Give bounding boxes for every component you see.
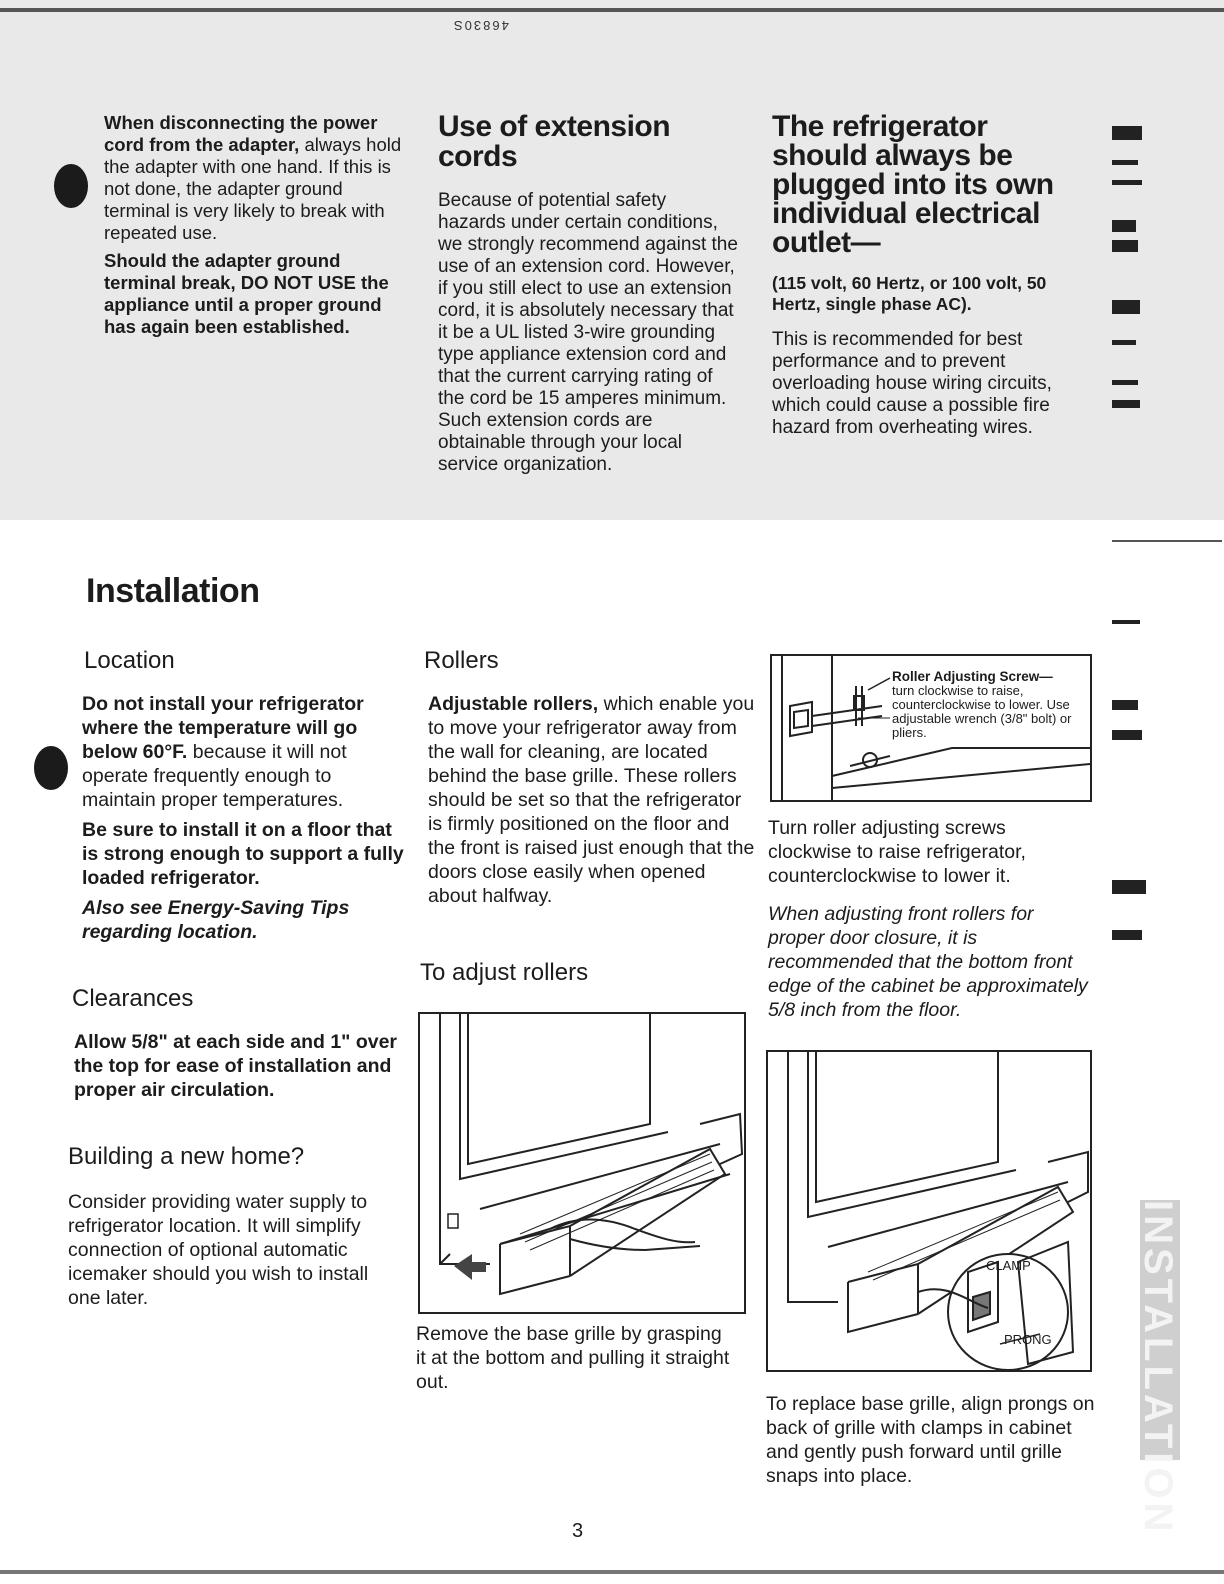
- page-number: 3: [572, 1520, 584, 1542]
- remove-grille-illustration: [420, 1014, 744, 1312]
- rollers-heading: Rollers: [424, 647, 499, 674]
- index-mark: [1112, 730, 1142, 740]
- index-mark: [1112, 380, 1138, 385]
- index-mark: [1112, 880, 1146, 894]
- extension-cords-heading: Use of extension cords: [438, 110, 671, 173]
- installation-title: Installation: [86, 572, 260, 610]
- location-section: [82, 692, 407, 944]
- remove-grille-figure: [418, 1012, 746, 1314]
- page-code: 46830S: [452, 18, 509, 33]
- remove-grille-caption: Remove the base grille by grasping it at the bottom and pulling it straight out.: [416, 1323, 730, 1393]
- roller-screw-caption: Turn roller adjusting screws clockwise to raise refrigerator, counterclockwise to lower it.: [768, 817, 1026, 887]
- index-mark: [1112, 126, 1142, 140]
- warning-text: always hold the adapter with one hand. If this is not done, the adapter ground terminal is very likely to break with repeated use.: [104, 134, 402, 243]
- clamp-label: CLAMP: [986, 1258, 1031, 1273]
- warning-lead: When disconnecting the power cord from the adapter,: [104, 112, 378, 155]
- energy-tips-note: Also see Energy-Saving Tips regarding location.: [82, 897, 350, 943]
- binder-hole-middle: [34, 746, 68, 790]
- extension-cords-section: [438, 112, 738, 476]
- location-heading: Location: [84, 647, 175, 674]
- index-mark: [1112, 300, 1140, 314]
- replace-grille-figure: [766, 1050, 1092, 1372]
- callout-body: turn clockwise to raise, counterclockwise to lower. Use adjustable wrench (3/8" bolt) or pliers.: [892, 683, 1072, 740]
- roller-screw-callout: [892, 670, 1088, 740]
- prong-label: PRONG: [1004, 1332, 1052, 1347]
- index-mark: [1112, 340, 1136, 345]
- index-mark: [1112, 220, 1136, 232]
- new-home-heading: Building a new home?: [68, 1143, 305, 1170]
- roller-screw-figure: [770, 654, 1092, 802]
- index-mark: [1112, 620, 1140, 624]
- roller-adjust-note: When adjusting front rollers for proper door closure, it is recommended that the bottom front edge of the cabinet be approximately 5/8 inch from the floor.: [768, 903, 1088, 1021]
- binder-hole-top: [54, 164, 88, 208]
- warning-ground: Should the adapter ground terminal break, DO NOT USE the appliance until a proper ground has again been established.: [104, 250, 389, 337]
- adapter-warning: [104, 112, 404, 344]
- index-mark: [1112, 240, 1138, 252]
- rollers-body: which enable you to move your refrigerator away from the wall for cleaning, are located behind the base grille. These rollers should be set so that the refrigerator is firmly positioned on the floor and the front is raised just enough that the doors close easily when opened about halfway.: [428, 693, 755, 907]
- adjust-rollers-heading: To adjust rollers: [420, 959, 589, 986]
- callout-title: Roller Adjusting Screw—: [892, 669, 1053, 684]
- index-mark: [1112, 930, 1142, 940]
- replace-grille-illustration: [768, 1052, 1090, 1370]
- index-mark: [1112, 180, 1142, 185]
- rollers-lead: Adjustable rollers,: [428, 693, 599, 715]
- clearances-heading: Clearances: [72, 985, 194, 1012]
- extension-cords-body: Because of potential safety hazards under certain conditions, we strongly recommend against the use of an extension cord. However, if you still elect to use an extension cord, it is absolutely necessary that it be a UL listed 3-wire grounding type appliance extension cord and that the current carrying rating of the cord be 15 amperes minimum. Such extension cords are obtainable through your local service organization.: [438, 190, 738, 475]
- new-home-text: Consider providing water supply to refrigerator location. It will simplify connection of optional automatic icemaker should you wish to install one later.: [68, 1191, 369, 1309]
- location-warning: Do not install your refrigerator where the temperature will go below 60°F.: [82, 693, 364, 763]
- outlet-spec: (115 volt, 60 Hertz, or 100 volt, 50 Hertz, single phase AC).: [772, 273, 1047, 314]
- outlet-heading: The refrigerator should always be plugged into its own individual electrical outlet—: [772, 110, 1054, 259]
- clearances-text: Allow 5/8" at each side and 1" over the top for ease of installation and proper air circulation.: [74, 1031, 398, 1101]
- index-mark: [1112, 400, 1140, 408]
- rollers-text: [428, 692, 758, 908]
- top-rule: [0, 8, 1224, 12]
- installation-side-tab: INSTALLATION: [1136, 1200, 1180, 1536]
- replace-grille-caption: To replace base grille, align prongs on back of grille with clamps in cabinet and gently push forward until grille snaps into place.: [766, 1393, 1095, 1487]
- index-mark: [1112, 700, 1138, 710]
- bottom-rule: [0, 1570, 1224, 1574]
- location-reason: because it will not operate frequently enough to maintain proper temperatures.: [82, 741, 347, 811]
- index-mark: [1112, 160, 1138, 165]
- outlet-body: This is recommended for best performance and to prevent overloading house wiring circuits, which could cause a possible fire hazard from overheating wires.: [772, 329, 1052, 438]
- outlet-section: [772, 112, 1082, 439]
- index-rule: [1112, 540, 1222, 542]
- floor-note: Be sure to install it on a floor that is strong enough to support a fully loaded refrigerator.: [82, 819, 404, 889]
